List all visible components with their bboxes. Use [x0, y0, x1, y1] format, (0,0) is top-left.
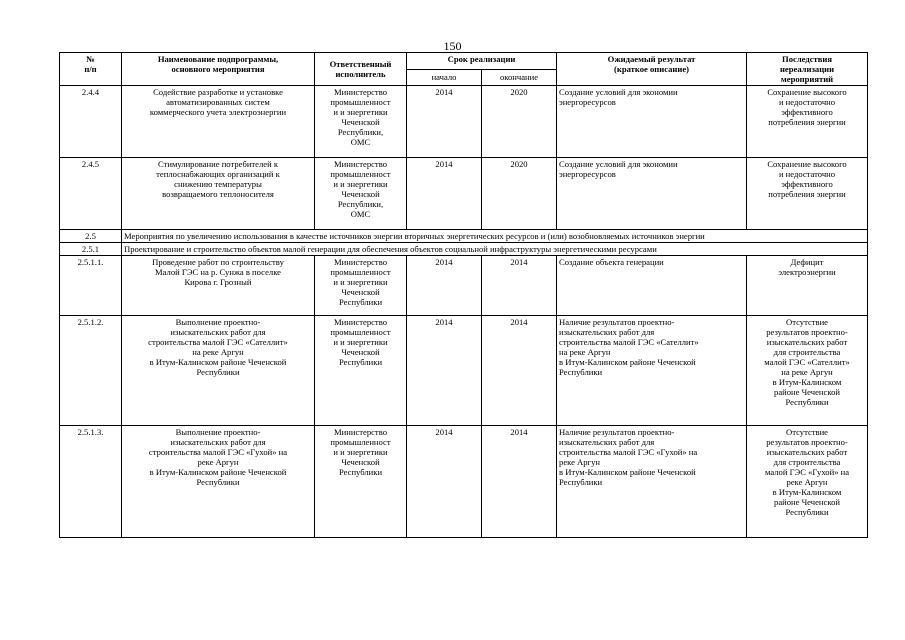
- row-num: 2.5.1.2.: [60, 316, 122, 426]
- row-consequences: Отсутствие результатов проектно- изыскательских работ для строительства малой ГЭС «Сателлит» на реке Аргун в Итум-Калинском районе Чеченской Республики: [747, 316, 868, 426]
- header-row: [60, 53, 868, 70]
- row-result: Наличие результатов проектно- изыскательских работ для строительства малой ГЭС «Гухой» на реке Аргун в Итум-Калинском районе Чеченской Республики: [557, 426, 747, 538]
- row-result: Создание объекта генерации: [557, 256, 747, 316]
- row-consequences: Сохранение высокого и недостаточно эффективного потребления энергии: [747, 86, 868, 158]
- table-row: [60, 158, 868, 230]
- row-responsible: Министерство промышленност и и энергетики Чеченской Республики: [315, 256, 407, 316]
- row-end: 2014: [482, 426, 557, 538]
- page-number: 150: [443, 39, 462, 53]
- table-row: [60, 256, 868, 316]
- table-row: [60, 426, 868, 538]
- section-row: [60, 230, 868, 243]
- row-start: 2014: [407, 158, 482, 230]
- row-result: Создание условий для экономии энергоресурсов: [557, 86, 747, 158]
- table-row: [60, 316, 868, 426]
- row-responsible: Министерство промышленност и и энергетики Чеченской Республики, ОМС: [315, 86, 407, 158]
- row-end: 2020: [482, 86, 557, 158]
- row-num: 2.4.4: [60, 86, 122, 158]
- section-num: 2.5: [60, 230, 122, 243]
- program-table: [59, 52, 868, 538]
- row-start: 2014: [407, 256, 482, 316]
- header-consequences: Последствия нереализации мероприятий: [747, 53, 868, 86]
- table-row: [60, 86, 868, 158]
- section-title: Проектирование и строительство объектов малой генерации для обеспечения объектов социальной инфраструктуры энергетическими ресурсами: [122, 243, 868, 256]
- row-num: 2.4.5: [60, 158, 122, 230]
- section-row: [60, 243, 868, 256]
- row-consequences: Отсутствие результатов проектно- изыскательских работ для строительства малой ГЭС «Гухой» на реке Аргун в Итум-Калинском районе Чеченской Республики: [747, 426, 868, 538]
- row-end: 2014: [482, 256, 557, 316]
- header-end: окончание: [482, 69, 557, 86]
- row-name: Содействие разработке и установке автоматизированных систем коммерческого учета электроэнергии: [122, 86, 315, 158]
- row-responsible: Министерство промышленност и и энергетики Чеченской Республики, ОМС: [315, 158, 407, 230]
- row-name: Стимулирование потребителей к теплоснабжающих организаций к снижению температуры возвращаемого теплоносителя: [122, 158, 315, 230]
- header-start: начало: [407, 69, 482, 86]
- row-result: Наличие результатов проектно- изыскательских работ для строительства малой ГЭС «Сателлит» на реке Аргун в Итум-Калинском районе Чеченской Республики: [557, 316, 747, 426]
- row-start: 2014: [407, 316, 482, 426]
- section-num: 2.5.1: [60, 243, 122, 256]
- row-name: Проведение работ по строительству Малой ГЭС на р. Сунжа в поселке Кирова г. Грозный: [122, 256, 315, 316]
- header-period: Срок реализации: [407, 53, 557, 70]
- row-responsible: Министерство промышленност и и энергетики Чеченской Республики: [315, 316, 407, 426]
- header-result: Ожидаемый результат (краткое описание): [557, 53, 747, 86]
- section-title: Мероприятия по увеличению использования в качестве источников энергии вторичных энергетических ресурсов и (или) возобновляемых источников энергии: [122, 230, 868, 243]
- header-num: № п/п: [60, 53, 122, 86]
- row-consequences: Сохранение высокого и недостаточно эффективного потребления энергии: [747, 158, 868, 230]
- row-consequences: Дефицит электроэнергии: [747, 256, 868, 316]
- row-name: Выполнение проектно- изыскательских работ для строительства малой ГЭС «Гухой» на реке Аргун в Итум-Калинском районе Чеченской Республики: [122, 426, 315, 538]
- row-result: Создание условий для экономии энергоресурсов: [557, 158, 747, 230]
- header-name: Наименование подпрограммы, основного мероприятия: [122, 53, 315, 86]
- header-responsible: Ответственный исполнитель: [315, 53, 407, 86]
- row-end: 2020: [482, 158, 557, 230]
- row-responsible: Министерство промышленност и и энергетики Чеченской Республики: [315, 426, 407, 538]
- row-start: 2014: [407, 86, 482, 158]
- row-end: 2014: [482, 316, 557, 426]
- row-num: 2.5.1.3.: [60, 426, 122, 538]
- row-start: 2014: [407, 426, 482, 538]
- row-num: 2.5.1.1.: [60, 256, 122, 316]
- row-name: Выполнение проектно- изыскательских работ для строительства малой ГЭС «Сателлит» на реке Аргун в Итум-Калинском районе Чеченской Республики: [122, 316, 315, 426]
